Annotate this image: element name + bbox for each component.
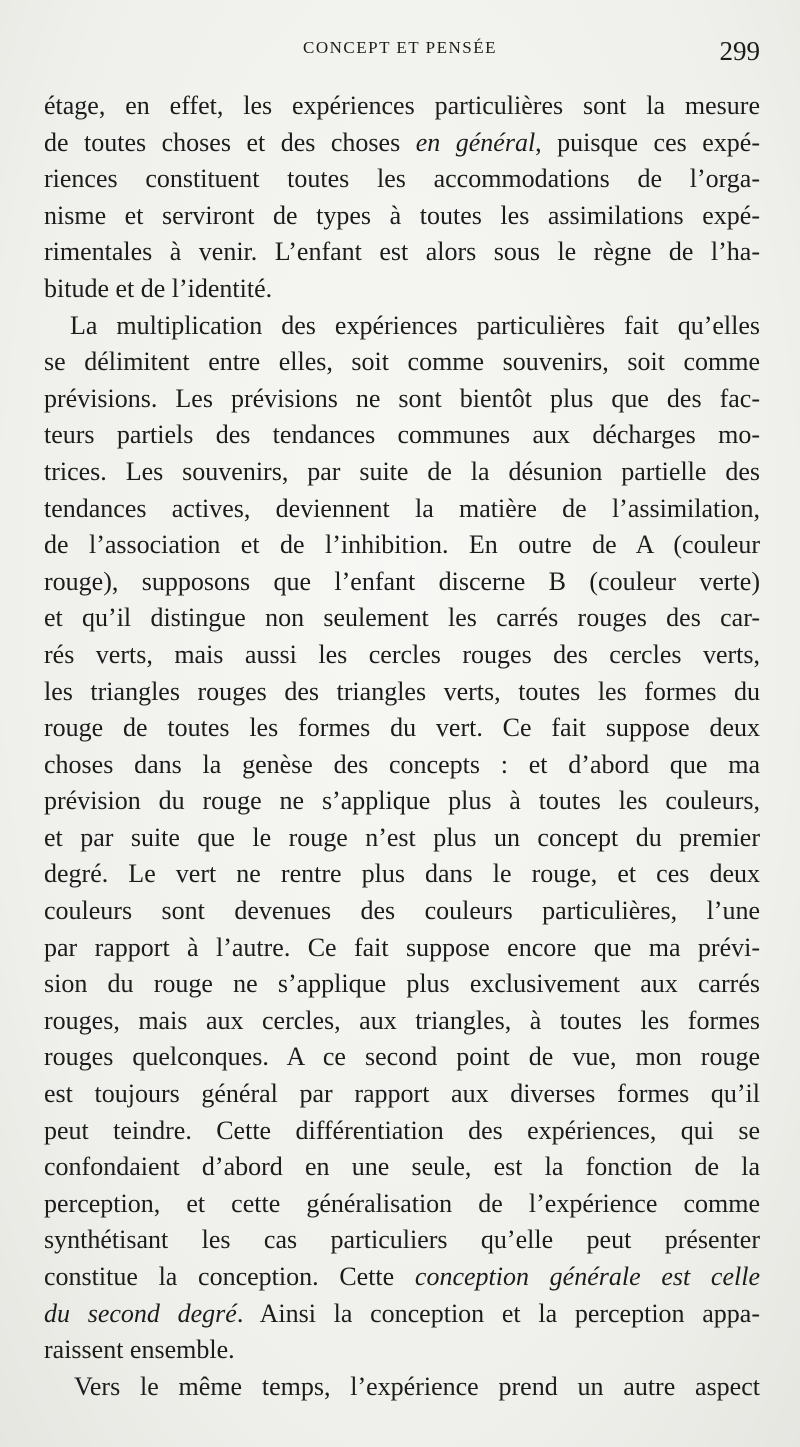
- text-segment: est toujours général par rapport aux diverses formes qu’il: [44, 1079, 760, 1109]
- text-segment: rouges quelconques. A ce second point de vue, mon rouge: [44, 1042, 760, 1072]
- text-segment: couleurs sont devenues des couleurs particulières, l’une: [44, 896, 760, 926]
- text-segment: prévision du rouge ne s’applique plus à toutes les couleurs,: [44, 786, 760, 816]
- text-line: [44, 930, 760, 967]
- text-segment: degré. Le vert ne rentre plus dans le rouge, et ces deux: [44, 859, 760, 889]
- page-number: 299: [719, 36, 760, 66]
- body-text: [44, 88, 760, 1405]
- text-segment: , puisque ces expé-: [535, 127, 760, 157]
- text-segment: . Ainsi la conception et la perception appa-: [236, 1298, 760, 1328]
- text-line: [44, 600, 760, 637]
- text-line: [44, 820, 760, 857]
- text-segment: synthétisant les cas particuliers qu’elle peut présenter: [44, 1225, 760, 1255]
- text-line: [44, 747, 760, 784]
- text-segment: choses dans la genèse des concepts : et d’abord que ma: [44, 749, 760, 779]
- text-line: [44, 308, 760, 345]
- text-line: [44, 125, 760, 162]
- text-segment: tendances actives, deviennent la matière de l’assimilation,: [44, 493, 760, 523]
- text-line: [44, 1003, 760, 1040]
- text-line: [44, 710, 760, 747]
- text-line: [44, 674, 760, 711]
- text-line: [44, 527, 760, 564]
- text-line: [44, 783, 760, 820]
- text-line: [44, 454, 760, 491]
- text-segment: de l’association et de l’inhibition. En outre de A (couleur: [44, 530, 760, 560]
- text-segment: perception, et cette généralisation de l’expérience comme: [44, 1188, 760, 1218]
- italic-text: du second degré: [44, 1298, 237, 1328]
- text-line: [44, 856, 760, 893]
- text-line: [44, 1186, 760, 1223]
- text-segment: Vers le même temps, l’expérience prend un autre aspect: [74, 1371, 760, 1401]
- text-segment: raissent ensemble.: [44, 1335, 235, 1365]
- text-segment: nisme et serviront de types à toutes les assimilations expé-: [44, 200, 760, 230]
- text-line: [44, 344, 760, 381]
- text-segment: prévisions. Les prévisions ne sont bientôt plus que des fac-: [44, 383, 760, 413]
- text-line: [44, 1113, 760, 1150]
- text-line: [44, 381, 760, 418]
- text-line: [44, 1369, 760, 1406]
- text-segment: constitue la conception. Cette: [44, 1262, 415, 1291]
- text-line: [44, 271, 760, 308]
- text-line: [44, 1222, 760, 1259]
- text-segment: étage, en effet, les expériences particulières sont la mesure: [44, 91, 760, 120]
- text-segment: riences constituent toutes les accommodations de l’orga-: [44, 164, 760, 194]
- running-head: CONCEPT ET PENSÉE: [303, 38, 497, 57]
- text-segment: par rapport à l’autre. Ce fait suppose encore que ma prévi-: [44, 932, 760, 962]
- text-segment: les triangles rouges des triangles verts, toutes les formes du: [44, 676, 760, 706]
- text-segment: teurs partiels des tendances communes aux décharges mo-: [44, 420, 760, 450]
- text-line: [44, 198, 760, 235]
- text-segment: sion du rouge ne s’applique plus exclusivement aux carrés: [44, 969, 760, 999]
- text-line: [44, 88, 760, 125]
- text-segment: et qu’il distingue non seulement les carrés rouges des car-: [44, 603, 760, 633]
- italic-text: conception générale est celle: [414, 1262, 760, 1291]
- text-line: [44, 1076, 760, 1113]
- text-line: [44, 893, 760, 930]
- text-line: [44, 564, 760, 601]
- italic-text: en général: [415, 127, 536, 157]
- text-segment: peut teindre. Cette différentiation des expériences, qui se: [44, 1115, 760, 1145]
- text-segment: rouge de toutes les formes du vert. Ce fait suppose deux: [44, 713, 760, 743]
- text-segment: de toutes choses et des choses: [44, 127, 416, 157]
- page-header: [0, 34, 800, 74]
- text-segment: La multiplication des expériences particulières fait qu’elles: [70, 310, 760, 340]
- text-line: [44, 637, 760, 674]
- text-line: [44, 491, 760, 528]
- text-segment: bitude et de l’identité.: [44, 273, 273, 303]
- text-line: [44, 1259, 760, 1296]
- text-segment: rimentales à venir. L’enfant est alors sous le règne de l’ha-: [44, 237, 760, 267]
- text-line: [44, 1149, 760, 1186]
- text-segment: rouge), supposons que l’enfant discerne B (couleur verte): [44, 566, 760, 596]
- text-line: [44, 1039, 760, 1076]
- text-line: [44, 161, 760, 198]
- text-line: [44, 417, 760, 454]
- text-line: [44, 1332, 760, 1369]
- text-line: [44, 1296, 760, 1333]
- text-line: [44, 234, 760, 271]
- text-segment: trices. Les souvenirs, par suite de la désunion partielle des: [44, 456, 760, 486]
- text-segment: rés verts, mais aussi les cercles rouges des cercles verts,: [44, 639, 760, 669]
- text-segment: rouges, mais aux cercles, aux triangles, à toutes les formes: [44, 1005, 760, 1035]
- text-segment: confondaient d’abord en une seule, est la fonction de la: [44, 1152, 760, 1182]
- text-segment: et par suite que le rouge n’est plus un concept du premier: [44, 822, 760, 852]
- text-segment: se délimitent entre elles, soit comme souvenirs, soit comme: [44, 347, 760, 377]
- text-line: [44, 966, 760, 1003]
